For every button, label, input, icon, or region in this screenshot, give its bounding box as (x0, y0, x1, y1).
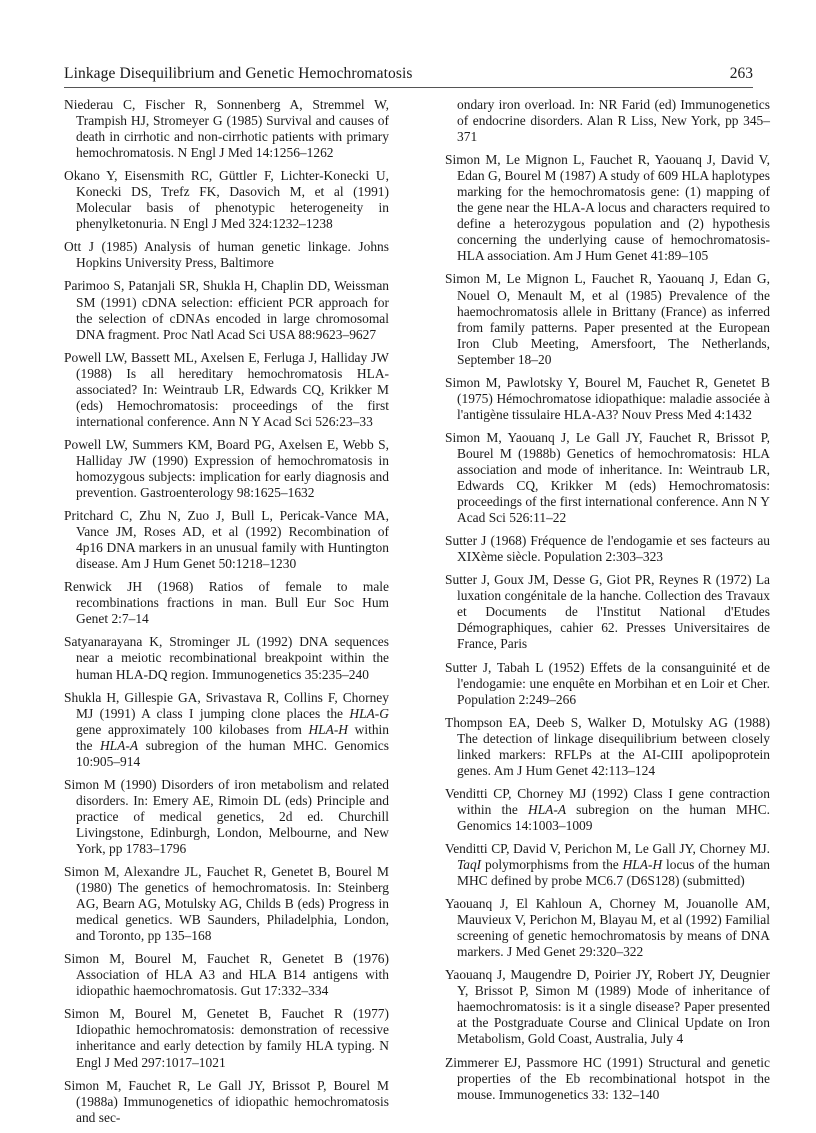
right-column (445, 97, 770, 1110)
reference-entry: Thompson EA, Deeb S, Walker D, Motulsky AG (1988) The detection of linkage disequilibrium between closely linked markers: RFLPs at the AI-CIII apolipoprotein genes. Am J Hum Genet 42:113–124 (445, 714, 770, 778)
reference-entry: Venditti CP, David V, Perichon M, Le Gall JY, Chorney MJ. TaqI polymorphisms from the HLA-H locus of the human MHC defined by probe MC6.7 (D6S128) (submitted) (445, 840, 770, 889)
page-number: 263 (729, 65, 753, 82)
reference-entry: Simon M (1990) Disorders of iron metabolism and related disorders. In: Emery AE, Rimoin DL (eds) Principle and practice of medical genetics, 2d ed. Churchill Livingstone, Edinburgh, London, Melbourne, and New York, pp 1783–1796 (64, 776, 389, 856)
reference-entry: Simon M, Yaouanq J, Le Gall JY, Fauchet R, Brissot P, Bourel M (1988b) Genetics of hemochromatosis: HLA association and mode of inheritance. In: Weintraub LR, Edwards CQ, Krikker M (eds) Hemochromatosis: proceedings of the first international conference. Ann N Y Acad Sci 526:11–22 (445, 429, 770, 526)
running-header (64, 65, 753, 87)
reference-continuation: ondary iron overload. In: NR Farid (ed) Immunogenetics of endocrine disorders. Alan R Liss, New York, pp 345–371 (457, 97, 770, 145)
reference-entry: Simon M, Alexandre JL, Fauchet R, Genetet B, Bourel M (1980) The genetics of hemochromatosis. In: Steinberg AG, Bearn AG, Motulsky AG, Childs B (eds) Progress in medical genetics. WB Saunders, Philadelphia, London, and Toronto, pp 135–168 (64, 864, 389, 944)
reference-entry: Simon M, Bourel M, Fauchet R, Genetet B (1976) Association of HLA A3 and HLA B14 antigens with idiopathic haemochromatosis. Gut 17:332–334 (64, 951, 389, 999)
reference-entry: Simon M, Pawlotsky Y, Bourel M, Fauchet R, Genetet B (1975) Hémochromatose idiopathique: maladie associée à l'antigène tissulaire HLA-A3? Nouv Press Med 4:1432 (445, 374, 770, 422)
running-title: Linkage Disequilibrium and Genetic Hemochromatosis (64, 65, 413, 82)
reference-entry: Sutter J, Goux JM, Desse G, Giot PR, Reynes R (1972) La luxation congénitale de la hanche. Collection des Travaux et Documents de l'Institut National d'Etudes Démographiques, cahier 62. Presses Universitaires de France, Paris (445, 572, 770, 652)
reference-entry: Sutter J (1968) Fréquence de l'endogamie et ses facteurs au XIXème siècle. Population 2:303–323 (445, 533, 770, 565)
reference-entry: Zimmerer EJ, Passmore HC (1991) Structural and genetic properties of the Eb recombinational hotspot in the mouse. Immunogenetics 33: 132–140 (445, 1054, 770, 1102)
reference-entry: Simon M, Bourel M, Genetet B, Fauchet R (1977) Idiopathic hemochromatosis: demonstration of recessive inheritance and early detection by family HLA typing. N Engl J Med 297:1017–1021 (64, 1006, 389, 1070)
reference-entry: Simon M, Le Mignon L, Fauchet R, Yaouanq J, David V, Edan G, Bourel M (1987) A study of 609 HLA haplotypes marking for the hemochromatosis gene: (1) mapping of the gene near the HLA-A locus and characters required to define a heterozygous population and (2) hypothesis concerning the underlying cause of hemochromatosis-HLA association. Am J Hum Genet 41:89–105 (445, 152, 770, 264)
reference-entry: Niederau C, Fischer R, Sonnenberg A, Stremmel W, Trampish HJ, Stromeyer G (1985) Survival and causes of death in cirrhotic and non-cirrhotic patients with primary hemochromatosis. N Engl J Med 14:1256–1262 (64, 97, 389, 161)
reference-entry: Powell LW, Summers KM, Board PG, Axelsen E, Webb S, Halliday JW (1990) Expression of hemochromatosis in homozygous subjects: implication for early diagnosis and prevention. Gastroenterology 98:1625–1632 (64, 436, 389, 501)
left-column (64, 97, 389, 1133)
reference-entry: Pritchard C, Zhu N, Zuo J, Bull L, Pericak-Vance MA, Vance JM, Roses AD, et al (1992) Recombination of 4p16 DNA markers in an unusual family with Huntington disease. Am J Hum Genet 50:1218–1230 (64, 508, 389, 572)
reference-entry: Sutter J, Tabah L (1952) Effets de la consanguinité et de l'endogamie: une enquête en Morbihan et en Loir et Cher. Population 2:249–266 (445, 659, 770, 707)
reference-entry: Simon M, Le Mignon L, Fauchet R, Yaouanq J, Edan G, Nouel O, Menault M, et al (1985) Prevalence of the haemochromatosis allele in Brittany (France) as inferred from family patterns. Paper presented at the European Iron Club Meeting, Amersfoort, The Netherlands, September 18–20 (445, 271, 770, 367)
reference-entry: Yaouanq J, El Kahloun A, Chorney M, Jouanolle AM, Mauvieux V, Perichon M, Blayau M, et al (1992) Familial screening of genetic hemochromatosis by means of DNA markers. J Med Genet 29:320–322 (445, 896, 770, 960)
reference-entry: Powell LW, Bassett ML, Axelsen E, Ferluga J, Halliday JW (1988) Is all hereditary hemochromatosis HLA-associated? In: Weintraub LR, Edwards CQ, Krikker M (eds) Hemochromatosis: proceedings of the first international conference. Ann N Y Acad Sci 526:23–33 (64, 349, 389, 429)
reference-entry: Satyanarayana K, Strominger JL (1992) DNA sequences near a meiotic recombinational breakpoint within the human HLA-DQ region. Immunogenetics 35:235–240 (64, 634, 389, 682)
reference-entry: Okano Y, Eisensmith RC, Güttler F, Lichter-Konecki U, Konecki DS, Trefz FK, Dasovich M, et al (1991) Molecular basis of phenotypic heterogeneity in phenylketonuria. N Engl J Med 324:1232–1238 (64, 168, 389, 232)
reference-entry: Simon M, Fauchet R, Le Gall JY, Brissot P, Bourel M (1988a) Immunogenetics of idiopathic hemochromatosis and sec- (64, 1077, 389, 1125)
reference-entry: Yaouanq J, Maugendre D, Poirier JY, Robert JY, Deugnier Y, Brissot P, Simon M (1989) Mode of inheritance of haemochromatosis: is it a single disease? Paper presented at the Postgraduate Course and Clinical Update on Iron Metabolism, Gold Coast, Australia, July 4 (445, 967, 770, 1047)
header-rule (64, 87, 753, 88)
reference-entry: Renwick JH (1968) Ratios of female to male recombinations fractions in man. Bull Eur Soc Hum Genet 2:7–14 (64, 579, 389, 627)
reference-entry: Ott J (1985) Analysis of human genetic linkage. Johns Hopkins University Press, Baltimore (64, 239, 389, 271)
reference-entry: Shukla H, Gillespie GA, Srivastava R, Collins F, Chorney MJ (1991) A class I jumping clone places the HLA-G gene approximately 100 kilobases from HLA-H within the HLA-A subregion of the human MHC. Genomics 10:905–914 (64, 689, 389, 769)
reference-entry: Parimoo S, Patanjali SR, Shukla H, Chaplin DD, Weissman SM (1991) cDNA selection: efficient PCR approach for the selection of cDNAs encoded in large chromosomal DNA fragment. Proc Natl Acad Sci USA 88:9623–9627 (64, 278, 389, 342)
reference-entry: Venditti CP, Chorney MJ (1992) Class I gene contraction within the HLA-A subregion on the human MHC. Genomics 14:1003–1009 (445, 785, 770, 833)
